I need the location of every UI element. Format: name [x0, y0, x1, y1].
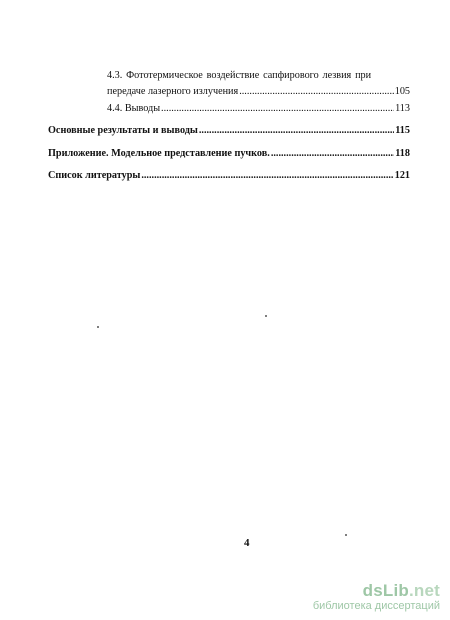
toc-leader-dots — [239, 86, 394, 98]
toc-entry-4-3-title[interactable] — [107, 70, 387, 82]
toc-entry-4-3-label-line2: передаче лазерного излучения — [107, 86, 239, 97]
scan-speck — [345, 534, 347, 536]
toc-entry-appendix-page: 118 — [395, 148, 410, 159]
toc-entry-references[interactable] — [48, 170, 410, 182]
toc-leader-dots — [271, 148, 394, 160]
toc-entry-4-4[interactable] — [107, 103, 410, 115]
toc-entry-4-4-label: 4.4. Выводы — [107, 103, 161, 114]
toc-entry-appendix[interactable] — [48, 148, 410, 160]
watermark-logo-suffix: .net — [408, 581, 440, 600]
toc-leader-dots — [141, 170, 393, 182]
watermark-logo-main: dsLib — [362, 581, 409, 600]
watermark — [313, 581, 440, 612]
page-number: 4 — [244, 537, 250, 549]
toc-entry-4-3-label-line1: 4.3. Фототермическое воздействие сапфирового лезвия при — [107, 70, 372, 81]
toc-leader-dots — [161, 103, 394, 115]
watermark-subtitle: библиотека диссертаций — [312, 600, 440, 612]
scan-speck — [265, 315, 267, 317]
toc-entry-references-label: Список литературы — [48, 170, 141, 181]
toc-entry-main-results-label: Основные результаты и выводы — [48, 125, 198, 136]
watermark-logo — [313, 581, 440, 601]
toc-entry-references-page: 121 — [394, 170, 410, 181]
toc-entry-4-3-page: 105 — [394, 86, 410, 97]
toc-entry-4-3[interactable] — [107, 86, 410, 98]
toc-entry-4-4-page: 113 — [395, 103, 410, 114]
scan-speck — [97, 326, 99, 328]
toc-leader-dots — [199, 125, 394, 137]
toc-entry-main-results-page: 115 — [395, 125, 410, 136]
toc-entry-appendix-label: Приложение. Модельное представление пучков. — [48, 148, 270, 159]
toc-entry-main-results[interactable] — [48, 125, 410, 137]
